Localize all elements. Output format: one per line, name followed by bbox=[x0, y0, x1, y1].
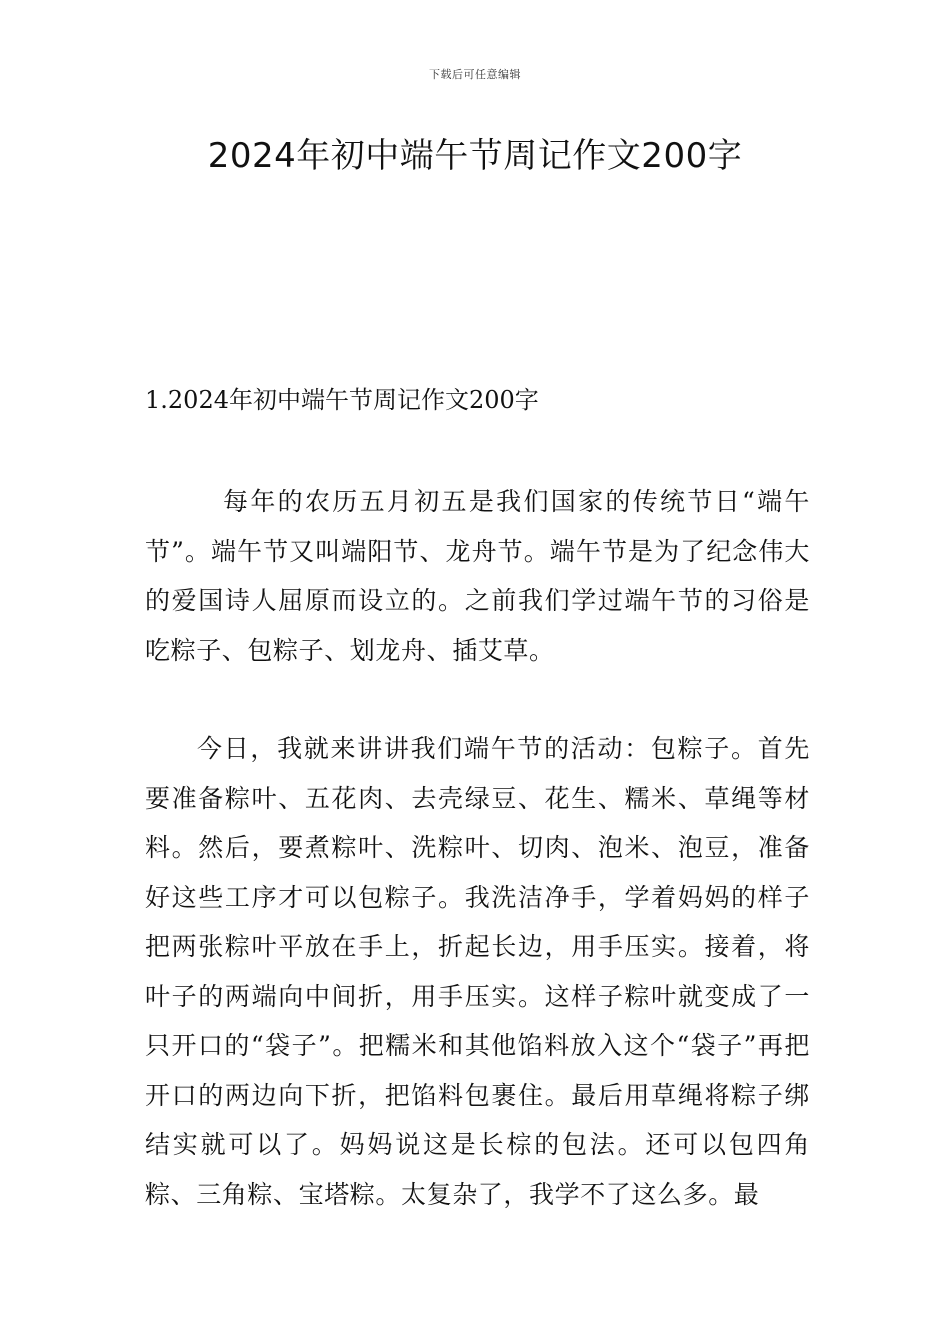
document-title: 2024年初中端午节周记作文200字 bbox=[207, 136, 743, 176]
header-note: 下载后可任意编辑 bbox=[429, 68, 521, 81]
section-heading: 1.2024年初中端午节周记作文200字 bbox=[145, 386, 539, 414]
paragraph-1: 每年的农历五月初五是我们国家的传统节日“端午节”。端午节又叫端阳节、龙舟节。端午节是为了纪念伟大的爱国诗人屈原而设立的。之前我们学过端午节的习俗是吃粽子、包粽子、划龙舟、插艾草。 bbox=[145, 487, 810, 665]
paragraph-2: 今日，我就来讲讲我们端午节的活动：包粽子。首先要准备粽叶、五花肉、去壳绿豆、花生、糯米、草绳等材料。然后，要煮粽叶、洗粽叶、切肉、泡米、泡豆，准备好这些工序才可以包粽子。我洗洁净手，学着妈妈的样子把两张粽叶平放在手上，折起长边，用手压实。接着，将叶子的两端向中间折，用手压实。这样子粽叶就变成了一只开口的“袋子”。把糯米和其他馅料放入这个“袋子”再把开口的两边向下折，把馅料包裹住。最后用草绳将粽子绑结实就可以了。妈妈说这是长棕的包法。还可以包四角粽、三角粽、宝塔粽。太复杂了，我学不了这么多。最 bbox=[145, 734, 810, 1209]
